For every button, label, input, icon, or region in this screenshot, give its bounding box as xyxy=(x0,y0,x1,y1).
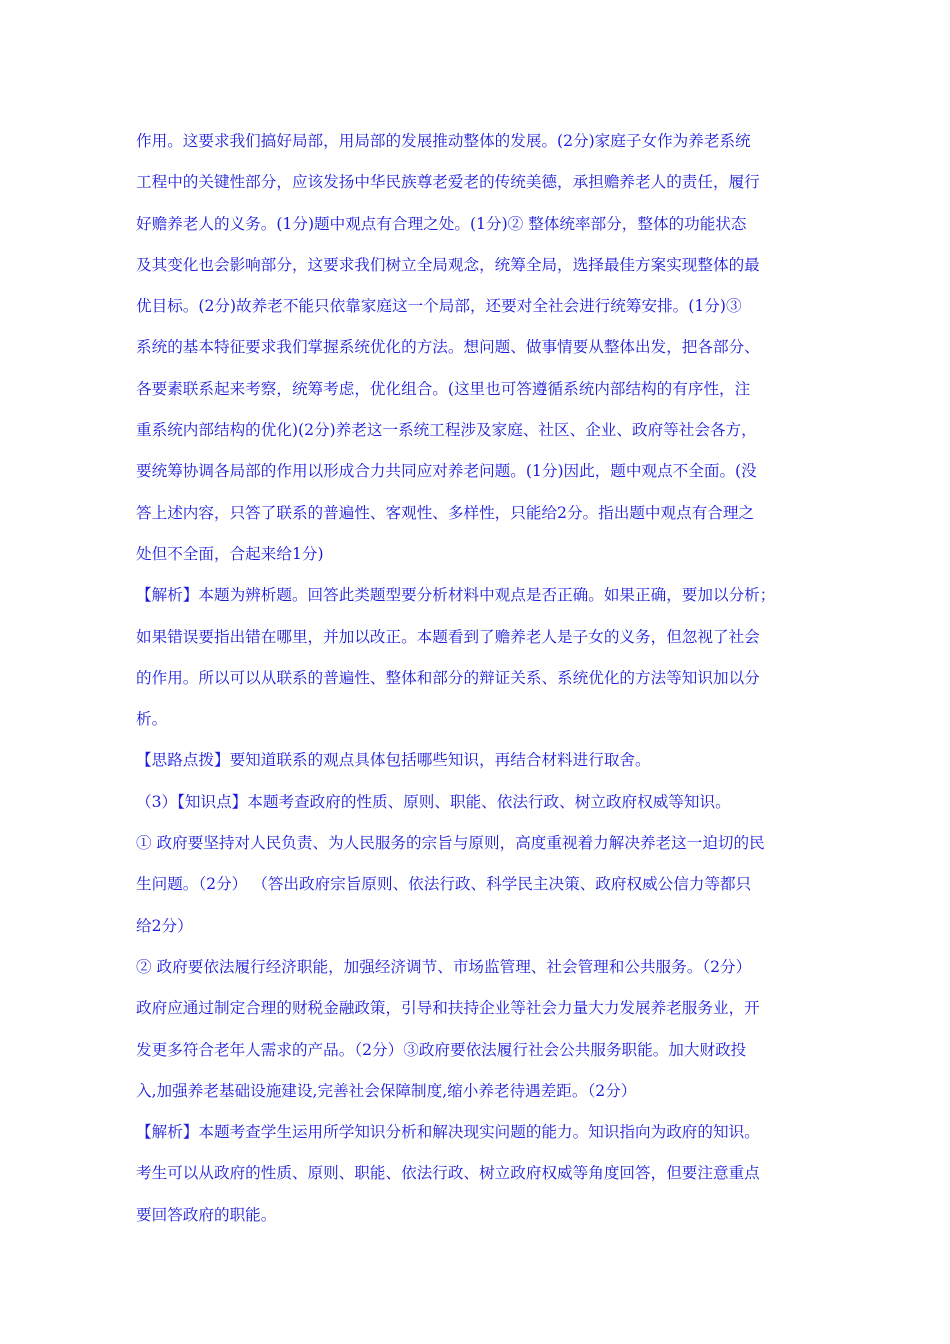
text-line: 系统的基本特征要求我们掌握系统优化的方法。想问题、做事情要从整体出发，把各部分、 xyxy=(136,338,760,357)
text-line: 处但不全面，合起来给1分) xyxy=(136,544,324,563)
text-line: 工程中的关键性部分，应该发扬中华民族尊老爱老的传统美德，承担赡养老人的责任，履行 xyxy=(136,173,760,192)
answer-text xyxy=(136,121,826,1236)
text-line: 政府应通过制定合理的财税金融政策，引导和扶持企业等社会力量大力发展养老服务业，开 xyxy=(136,999,760,1018)
text-line: 入,加强养老基础设施建设,完善社会保障制度,缩小养老待遇差距。（2分） xyxy=(136,1081,637,1100)
text-line: 发更多符合老年人需求的产品。（2分）③政府要依法履行社会公共服务职能。加大财政投 xyxy=(136,1040,747,1059)
text-line: 作用。这要求我们搞好局部，用局部的发展推动整体的发展。(2分)家庭子女作为养老系统 xyxy=(136,132,751,150)
text-line: ② 政府要依法履行经济职能，加强经济调节、市场监管理、社会管理和公共服务。（2分） xyxy=(136,957,752,976)
text-line: 考生可以从政府的性质、原则、职能、依法行政、树立政府权威等角度回答，但要注意重点 xyxy=(136,1164,760,1183)
text-line: ① 政府要坚持对人民负责、为人民服务的宗旨与原则，高度重视着力解决养老这一迫切的民 xyxy=(136,834,765,853)
text-line: 重系统内部结构的优化)(2分)养老这一系统工程涉及家庭、社区、企业、政府等社会各方， xyxy=(136,421,757,440)
text-line: 优目标。(2分)故养老不能只依靠家庭这一个局部，还要对全社会进行统筹安排。(1分)③ xyxy=(136,297,742,316)
text-line: 如果错误要指出错在哪里，并加以改正。本题看到了赡养老人是子女的义务，但忽视了社会 xyxy=(136,627,760,646)
text-line: 好赡养老人的义务。(1分)题中观点有合理之处。(1分)② 整体统率部分，整体的功能状态 xyxy=(136,214,747,233)
text-line: （3）【知识点】本题考查政府的性质、原则、职能、依法行政、树立政府权威等知识。 xyxy=(136,792,731,811)
text-line: 析。 xyxy=(136,710,168,729)
text-line: 【解析】本题为辨析题。回答此类题型要分析材料中观点是否正确。如果正确，要加以分析； xyxy=(136,586,776,605)
text-line: 的作用。所以可以从联系的普遍性、整体和部分的辩证关系、系统优化的方法等知识加以分 xyxy=(136,668,760,687)
text-line: 给2分） xyxy=(136,916,193,935)
text-line: 要统筹协调各局部的作用以形成合力共同应对养老问题。(1分)因此，题中观点不全面。(没 xyxy=(136,462,757,481)
text-line: 答上述内容，只答了联系的普遍性、客观性、多样性，只能给2分。指出题中观点有合理之 xyxy=(136,503,755,522)
text-line: 各要素联系起来考察，统筹考虑，优化组合。(这里也可答遵循系统内部结构的有序性，注 xyxy=(136,379,751,398)
text-line: 【解析】本题考查学生运用所学知识分析和解决现实问题的能力。知识指向为政府的知识。 xyxy=(136,1123,760,1142)
text-line: 【思路点拨】要知道联系的观点具体包括哪些知识，再结合材料进行取舍。 xyxy=(136,751,651,770)
text-line: 生问题。（2分） （答出政府宗旨原则、依法行政、科学民主决策、政府权威公信力等都只 xyxy=(136,875,752,894)
text-line: 要回答政府的职能。 xyxy=(136,1205,277,1224)
text-line: 及其变化也会影响部分，这要求我们树立全局观念，统筹全局，选择最佳方案实现整体的最 xyxy=(136,255,760,274)
